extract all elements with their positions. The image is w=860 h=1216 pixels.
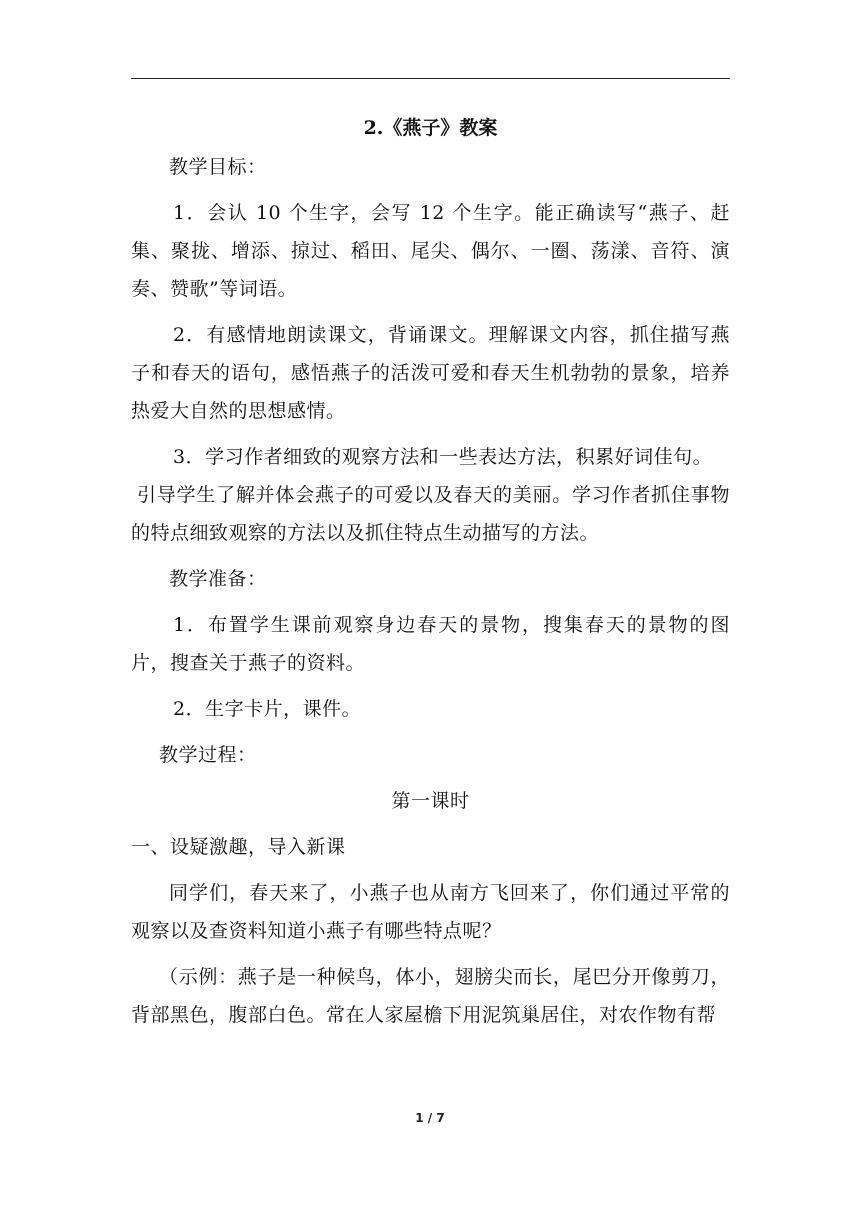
preparation-item-1: 1．布置学生课前观察身边春天的景物，搜集春天的景物的图片，搜查关于燕子的资料。 — [131, 614, 730, 674]
section-heading-preparation: 教学准备： — [169, 568, 267, 590]
section-heading-process: 教学过程： — [159, 744, 257, 766]
page-number: 1 / 7 — [415, 1111, 445, 1125]
document-title: 2.《燕子》教案 — [363, 117, 498, 139]
preparation-item-2: 2．生字卡片，课件。 — [173, 698, 362, 720]
objective-item-3: 3．学习作者细致的观察方法和一些表达方法，积累好词佳句。 — [173, 446, 713, 468]
header-rule — [131, 78, 730, 79]
step-1-paragraph: 同学们，春天来了，小燕子也从南方飞回来了，你们通过平常的观察以及查资料知道小燕子有哪些特点呢？ — [131, 882, 730, 942]
objective-item-1: 1．会认 10 个生字，会写 12 个生字。能正确读写“燕子、赶集、聚拢、增添、掠过、稻田、尾尖、偶尔、一圈、荡漾、音符、演奏、赞歌”等词语。 — [131, 202, 730, 300]
objective-item-2: 2．有感情地朗读课文，背诵课文。理解课文内容，抓住描写燕子和春天的语句，感悟燕子的活泼可爱和春天生机勃勃的景象，培养热爱大自然的思想感情。 — [131, 324, 730, 422]
lesson-period-heading: 第一课时 — [391, 790, 470, 812]
section-heading-objectives: 教学目标： — [169, 156, 267, 178]
step-heading-1: 一、设疑激趣，导入新课 — [131, 836, 346, 858]
example-paragraph: （示例：燕子是一种候鸟，体小，翅膀尖而长，尾巴分开像剪刀，背部黑色，腹部白色。常在人家屋檐下用泥筑巢居住，对农作物有帮 — [131, 966, 730, 1026]
objective-continuation: 引导学生了解并体会燕子的可爱以及春天的美丽。学习作者抓住事物的特点细致观察的方法以及抓住特点生动描写的方法。 — [131, 484, 730, 544]
document-body — [131, 108, 730, 1042]
